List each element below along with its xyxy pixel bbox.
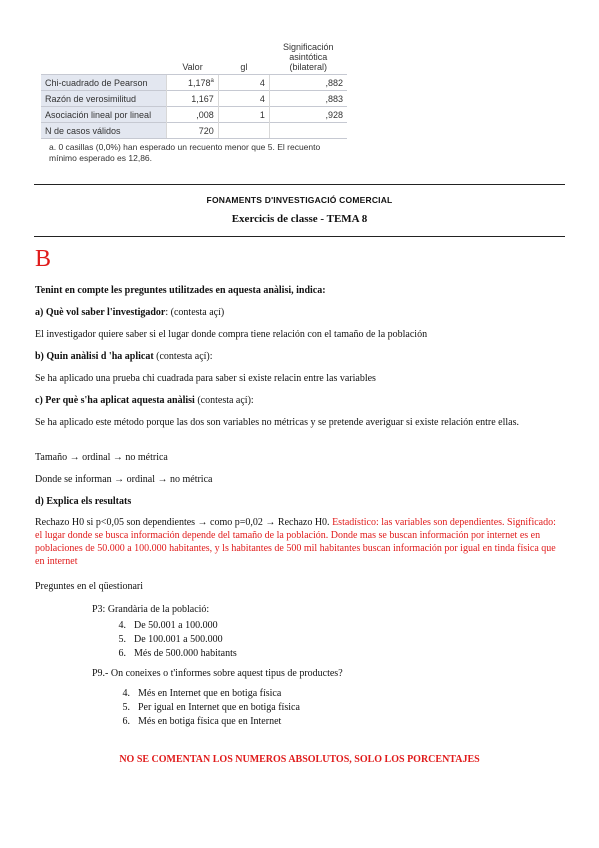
answer-c-line3: Donde se informan → ordinal → no métrica — [35, 474, 213, 485]
question-a: a) Què vol saber l'investigador: (contesta açí) — [35, 307, 225, 318]
answer-a: El investigador quiere saber si el lugar donde compra tiene relación con el tamaño de la población — [35, 329, 428, 340]
final-note: NO SE COMENTAN LOS NUMEROS ABSOLUTOS, SOLO LOS PORCENTAJES — [119, 754, 480, 765]
table-row: Razón de verosimilitud 1,167 4 ,883 — [41, 91, 347, 107]
question-b: b) Quin anàlisi d 'ha aplicat (contesta açí): — [35, 351, 213, 362]
list-item: 6. Més de 500.000 habitants — [118, 648, 237, 659]
question-p9: P9.- On coneixes o t'informes sobre aquest tipus de productes? — [92, 668, 343, 679]
answer-c-line2: Tamaño → ordinal → no métrica — [35, 452, 168, 463]
question-p3: P3: Grandària de la població: — [92, 604, 210, 615]
list-item: 4. De 50.001 a 100.000 — [118, 620, 218, 631]
exercise-subtitle: Exercicis de classe - TEMA 8 — [231, 213, 368, 225]
section-letter: B — [35, 246, 52, 272]
col-header-gl: gl — [240, 62, 248, 72]
list-item: 4. Més en Internet que en botiga física — [122, 688, 282, 699]
table-row: N de casos válidos 720 — [41, 123, 347, 139]
divider-bottom — [34, 236, 565, 237]
divider-top — [34, 184, 565, 185]
preguntes-title: Preguntes en el qüestionari — [35, 581, 144, 592]
table-row: Chi-cuadrado de Pearson 1,178$^a$ 4 ,882 — [41, 75, 347, 91]
table-row: Asociación lineal por lineal ,008 1 ,928 — [41, 107, 347, 123]
answer-b: Se ha aplicado una prueba chi cuadrada para saber si existe relacin entre las variables — [35, 373, 376, 384]
answer-d: Rechazo H0 si p<0,05 son dependientes → como p=0,02 → Rechazo H0. Estadístico: las variables son dependientes. Significado: el lugar donde se busca información depende del tamaño de la población. Donde mas se buscan información por internet es en poblaciones de 50.000 a 100.000 habitantes, y ls habitantes de 500 mil habitantes buscan información por igual en tinda física que en internet — [35, 517, 556, 567]
col-header-sig: Significación asintótica (bilateral) — [282, 42, 334, 72]
list-item: 5. De 100.001 a 500.000 — [118, 634, 223, 645]
list-item: 5. Per igual en Internet que en botiga física — [122, 702, 300, 713]
intro-text: Tenint en compte les preguntes utilitzades en aquesta anàlisi, indica: — [35, 285, 326, 296]
answer-d-red: Estadístico: las variables son dependientes. Significado: el lugar donde se busca información depende del tamaño de la población. Donde mas se buscan información por internet es en poblaciones de 50.000 a 100.000 habitantes, y ls habitantes de 500 mil habitantes buscan información por igual en tinda física que en internet — [35, 517, 556, 567]
col-header-valor: Valor — [182, 62, 203, 72]
chi-square-results-table — [41, 34, 347, 164]
question-c: c) Per què s'ha aplicat aquesta anàlisi (contesta açí): — [35, 395, 254, 406]
list-item: 6. Més en botiga física que en Internet — [122, 716, 282, 727]
question-d: d) Explica els resultats — [35, 496, 132, 507]
course-title: FONAMENTS D'INVESTIGACIÓ COMERCIAL — [206, 195, 393, 205]
answer-c: Se ha aplicado este método porque las dos son variables no métricas y se pretende averiguar si existe relación entre ellas. — [35, 417, 519, 428]
table-footnote: a. 0 casillas (0,0%) han esperado un recuento menor que 5. El recuento mínimo esperado es 12,86. — [49, 142, 321, 163]
